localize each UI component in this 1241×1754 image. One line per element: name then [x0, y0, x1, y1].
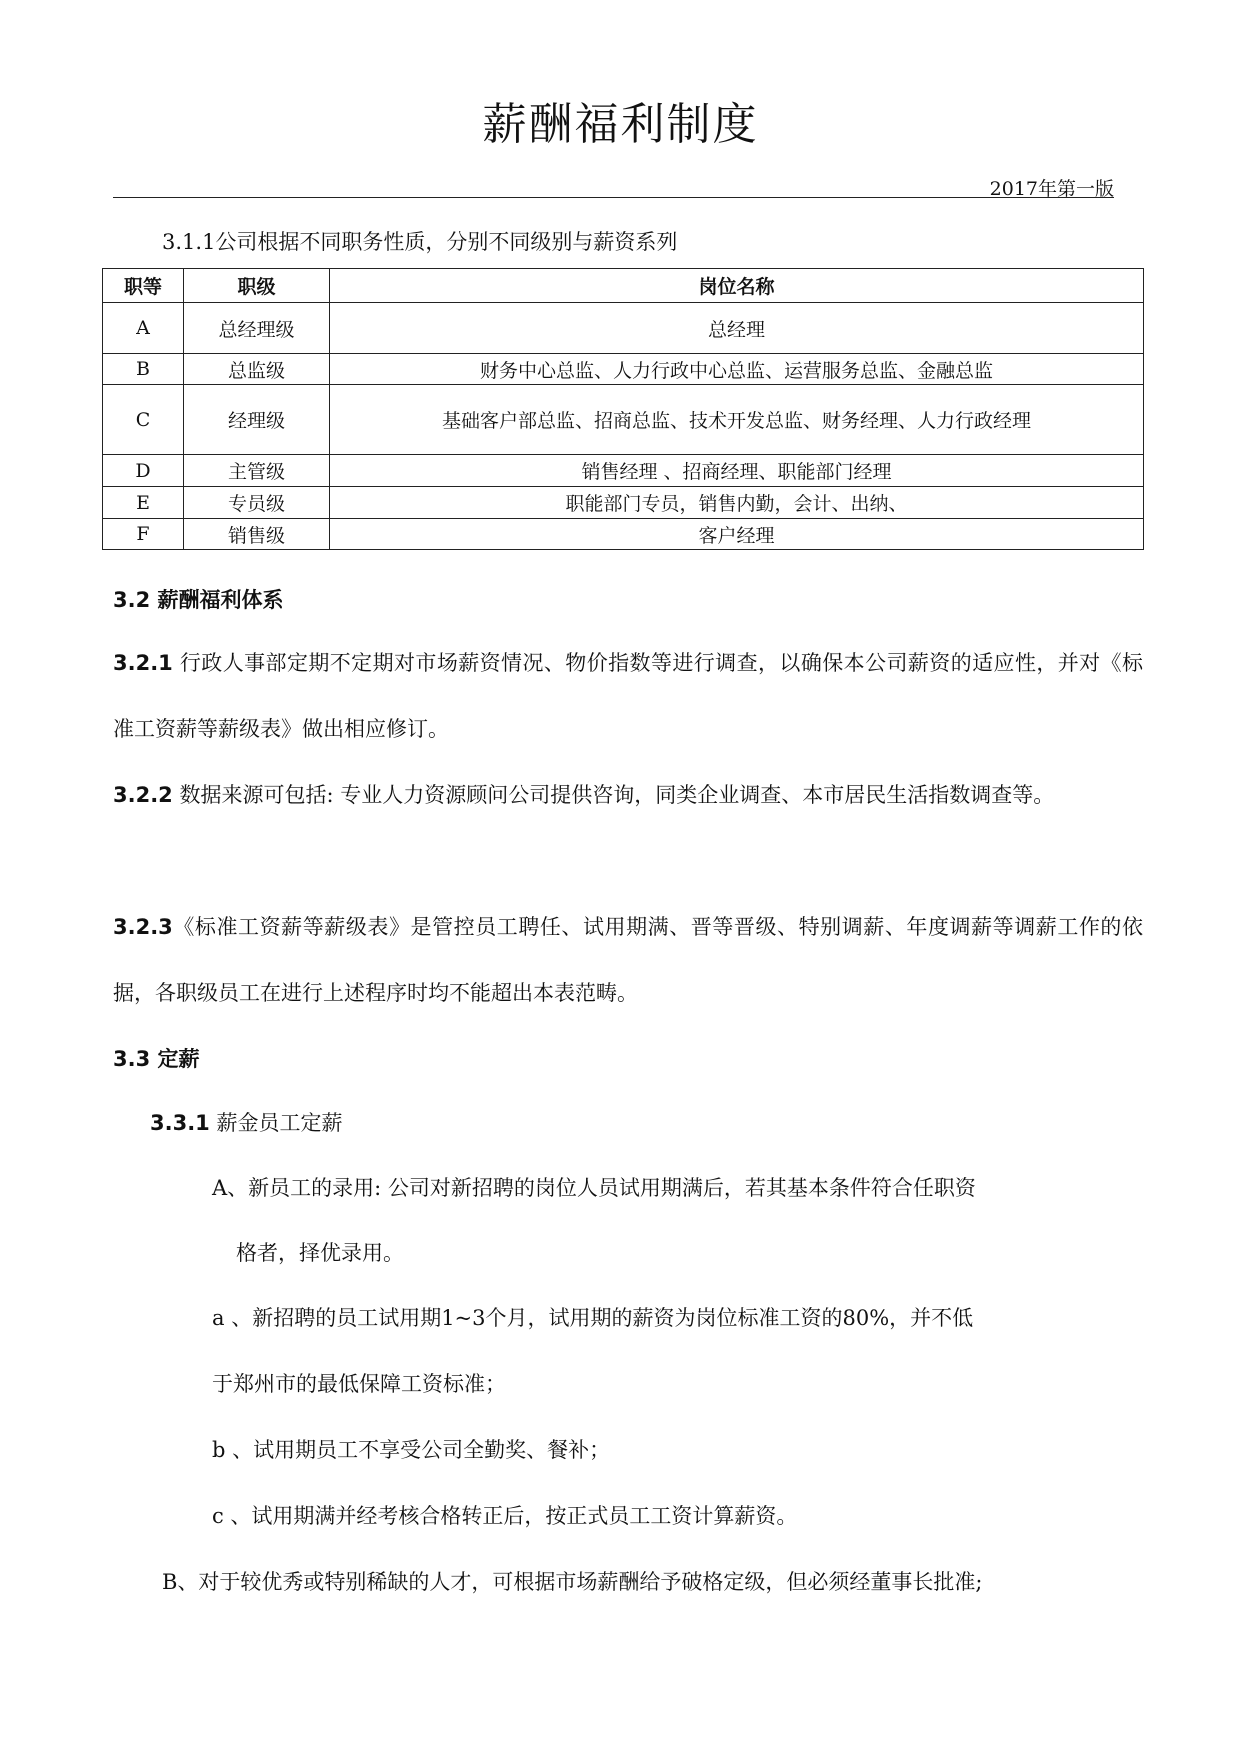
positions-cell: 基础客户部总监、招商总监、技术开发总监、财务经理、人力行政经理: [330, 385, 1144, 455]
level-cell: 主管级: [184, 455, 330, 487]
paragraph-3-2-1: [113, 630, 1143, 762]
item-B: B、对于较优秀或特别稀缺的人才，可根据市场薪酬给予破格定级，但必须经董事长批准;: [162, 1570, 983, 1594]
clause-number: 3.2.2: [113, 783, 173, 807]
table-row: [103, 385, 1144, 455]
level-cell: 总监级: [184, 354, 330, 385]
level-cell: 经理级: [184, 385, 330, 455]
positions-cell: 职能部门专员，销售内勤，会计、出纳、: [330, 487, 1144, 519]
section-heading-3-3: 3.3 定薪: [113, 1047, 200, 1071]
header-level: 职级: [184, 269, 330, 303]
table-row: [103, 487, 1144, 519]
item-A-line2: 格者，择优录用。: [236, 1241, 404, 1265]
grade-cell: D: [103, 455, 184, 487]
level-cell: 总经理级: [184, 303, 330, 354]
item-b: b 、试用期员工不享受公司全勤奖、餐补；: [212, 1438, 611, 1462]
positions-cell: 销售经理 、招商经理、职能部门经理: [330, 455, 1144, 487]
grade-cell: E: [103, 487, 184, 519]
clause-text: 《标准工资薪等薪级表》是管控员工聘任、试用期满、晋等晋级、特别调薪、年度调薪等调薪工作的依据，各职级员工在进行上述程序时均不能超出本表范畴。: [113, 915, 1143, 1005]
item-A-line1: A、新员工的录用: 公司对新招聘的岗位人员试用期满后，若其基本条件符合任职资: [212, 1176, 976, 1200]
clause-text: 行政人事部定期不定期对市场薪资情况、物价指数等进行调查，以确保本公司薪资的适应性，并对《标准工资薪等薪级表》做出相应修订。: [113, 651, 1143, 741]
level-cell: 销售级: [184, 519, 330, 550]
clause-number: 3.2.3: [113, 915, 173, 939]
positions-cell: 财务中心总监、人力行政中心总监、运营服务总监、金融总监: [330, 354, 1144, 385]
table-row: [103, 455, 1144, 487]
grade-cell: F: [103, 519, 184, 550]
table-row: [103, 303, 1144, 354]
header-positions: 岗位名称: [330, 269, 1144, 303]
level-cell: 专员级: [184, 487, 330, 519]
table-header-row: [103, 269, 1144, 303]
grade-cell: C: [103, 385, 184, 455]
subsection-number: 3.3.1: [150, 1111, 210, 1135]
table-row: [103, 519, 1144, 550]
clause-number: 3.2.1: [113, 651, 173, 675]
positions-cell: 客户经理: [330, 519, 1144, 550]
table-caption: 3.1.1公司根据不同职务性质，分别不同级别与薪资系列: [162, 230, 678, 254]
grade-cell: B: [103, 354, 184, 385]
header-rule: [113, 197, 1114, 198]
paragraph-3-2-2: [113, 762, 1143, 828]
grade-cell: A: [103, 303, 184, 354]
grade-table: [102, 268, 1144, 550]
item-c: c 、试用期满并经考核合格转正后，按正式员工工资计算薪资。: [212, 1504, 798, 1528]
paragraph-3-2-3: [113, 894, 1143, 1026]
subsection-3-3-1: [150, 1107, 342, 1137]
header-grade: 职等: [103, 269, 184, 303]
subsection-title: 薪金员工定薪: [209, 1111, 343, 1135]
item-a-line2: 于郑州市的最低保障工资标准；: [212, 1372, 506, 1396]
clause-text: 数据来源可包括: 专业人力资源顾问公司提供咨询，同类企业调查、本市居民生活指数调查等。: [172, 783, 1055, 807]
version-label: 2017年第一版: [989, 178, 1114, 200]
positions-cell: 总经理: [330, 303, 1144, 354]
table-row: [103, 354, 1144, 385]
item-a-line1: a 、新招聘的员工试用期1~3个月，试用期的薪资为岗位标准工资的80%，并不低: [212, 1306, 974, 1330]
section-heading-3-2: 3.2 薪酬福利体系: [113, 588, 284, 612]
document-title: 薪酬福利制度: [482, 99, 759, 150]
